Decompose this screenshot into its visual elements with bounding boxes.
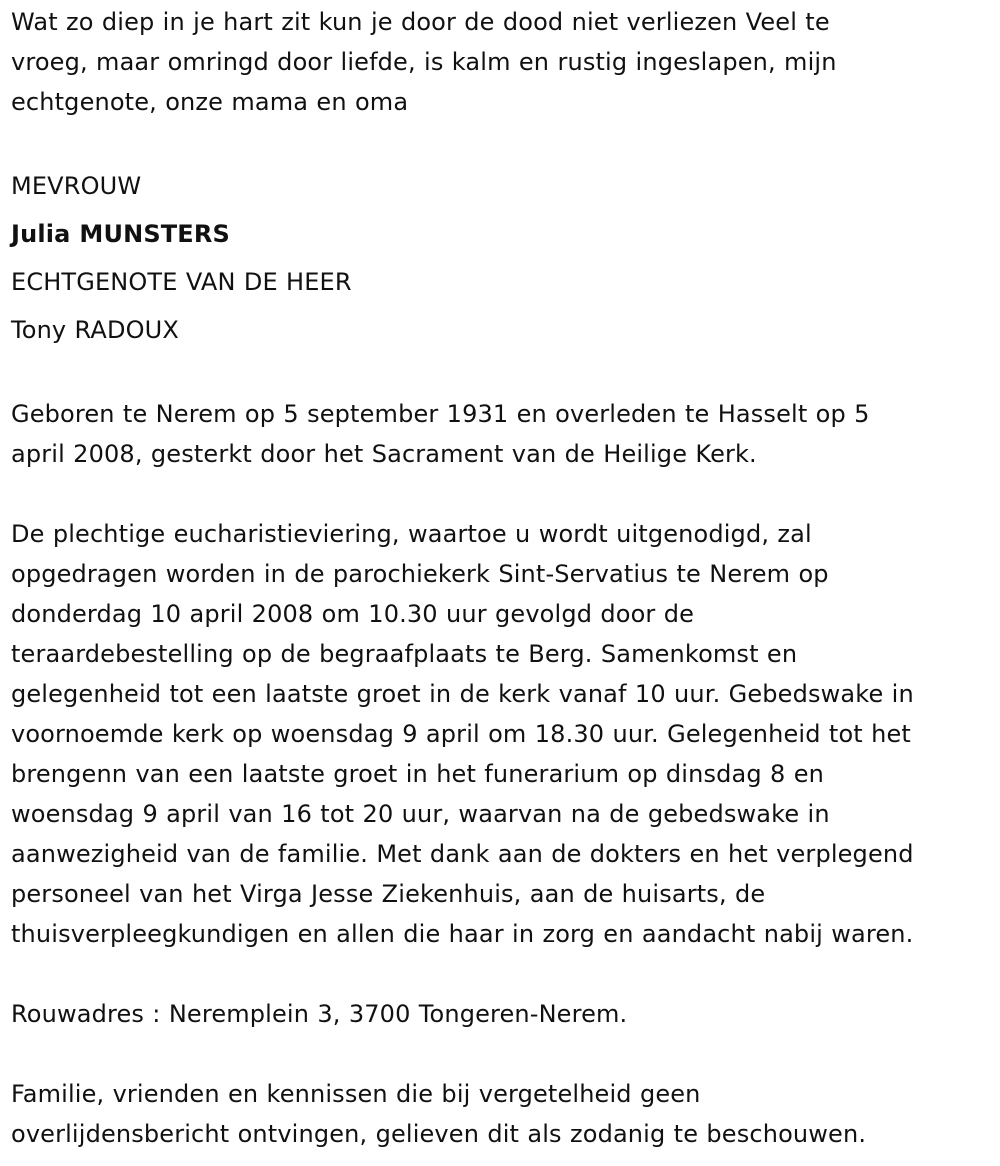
intro-line: vroeg, maar omringd door liefde, is kalm en rustig ingeslapen, mijn [11,48,837,76]
ceremony-line: woensdag 9 april van 16 tot 20 uur, waarvan na de gebedswake in [11,800,830,828]
intro-line: Wat zo diep in je hart zit kun je door de dood niet verliezen Veel te [11,8,830,36]
person-block [11,162,996,354]
closing-paragraph [11,1074,996,1154]
paragraph-gap [11,1034,996,1074]
intro-paragraph [11,2,996,122]
ceremony-line: aanwezigheid van de familie. Met dank aan de dokters en het verplegend [11,840,914,868]
closing-line: overlijdensbericht ontvingen, gelieven dit als zodanig te beschouwen. [11,1120,867,1148]
ceremony-line: teraardebestelling op de begraafplaats te Berg. Samenkomst en [11,640,798,668]
ceremony-line: voornoemde kerk op woensdag 9 april om 18.30 uur. Gelegenheid tot het [11,720,911,748]
person-name: Julia MUNSTERS [11,220,230,248]
ceremony-line: donderdag 10 april 2008 om 10.30 uur gevolgd door de [11,600,695,628]
paragraph-gap [11,122,996,162]
paragraph-gap [11,954,996,994]
birth-death-line: Geboren te Nerem op 5 september 1931 en overleden te Hasselt op 5 [11,400,870,428]
paragraph-gap [11,474,996,514]
obituary-document [11,2,996,1154]
ceremony-line: personeel van het Virga Jesse Ziekenhuis, aan de huisarts, de [11,880,766,908]
person-title: MEVROUW [11,172,142,200]
birth-death-line: april 2008, gesterkt door het Sacrament van de Heilige Kerk. [11,440,757,468]
ceremony-line: thuisverpleegkundigen en allen die haar in zorg en aandacht nabij waren. [11,920,914,948]
ceremony-line: gelegenheid tot een laatste groet in de kerk vanaf 10 uur. Gebedswake in [11,680,914,708]
spouse-name: Tony RADOUX [11,316,179,344]
closing-line: Familie, vrienden en kennissen die bij vergetelheid geen [11,1080,701,1108]
paragraph-gap [11,354,996,394]
birth-death-paragraph [11,394,996,474]
mourning-address: Rouwadres : Neremplein 3, 3700 Tongeren-Nerem. [11,1000,628,1028]
ceremony-line: opgedragen worden in de parochiekerk Sint-Servatius te Nerem op [11,560,829,588]
ceremony-line: De plechtige eucharistieviering, waartoe u wordt uitgenodigd, zal [11,520,812,548]
address-paragraph [11,994,996,1034]
intro-line: echtgenote, onze mama en oma [11,88,409,116]
ceremony-line: brengenn van een laatste groet in het funerarium op dinsdag 8 en [11,760,825,788]
ceremony-paragraph [11,514,996,954]
person-relation: ECHTGENOTE VAN DE HEER [11,268,352,296]
